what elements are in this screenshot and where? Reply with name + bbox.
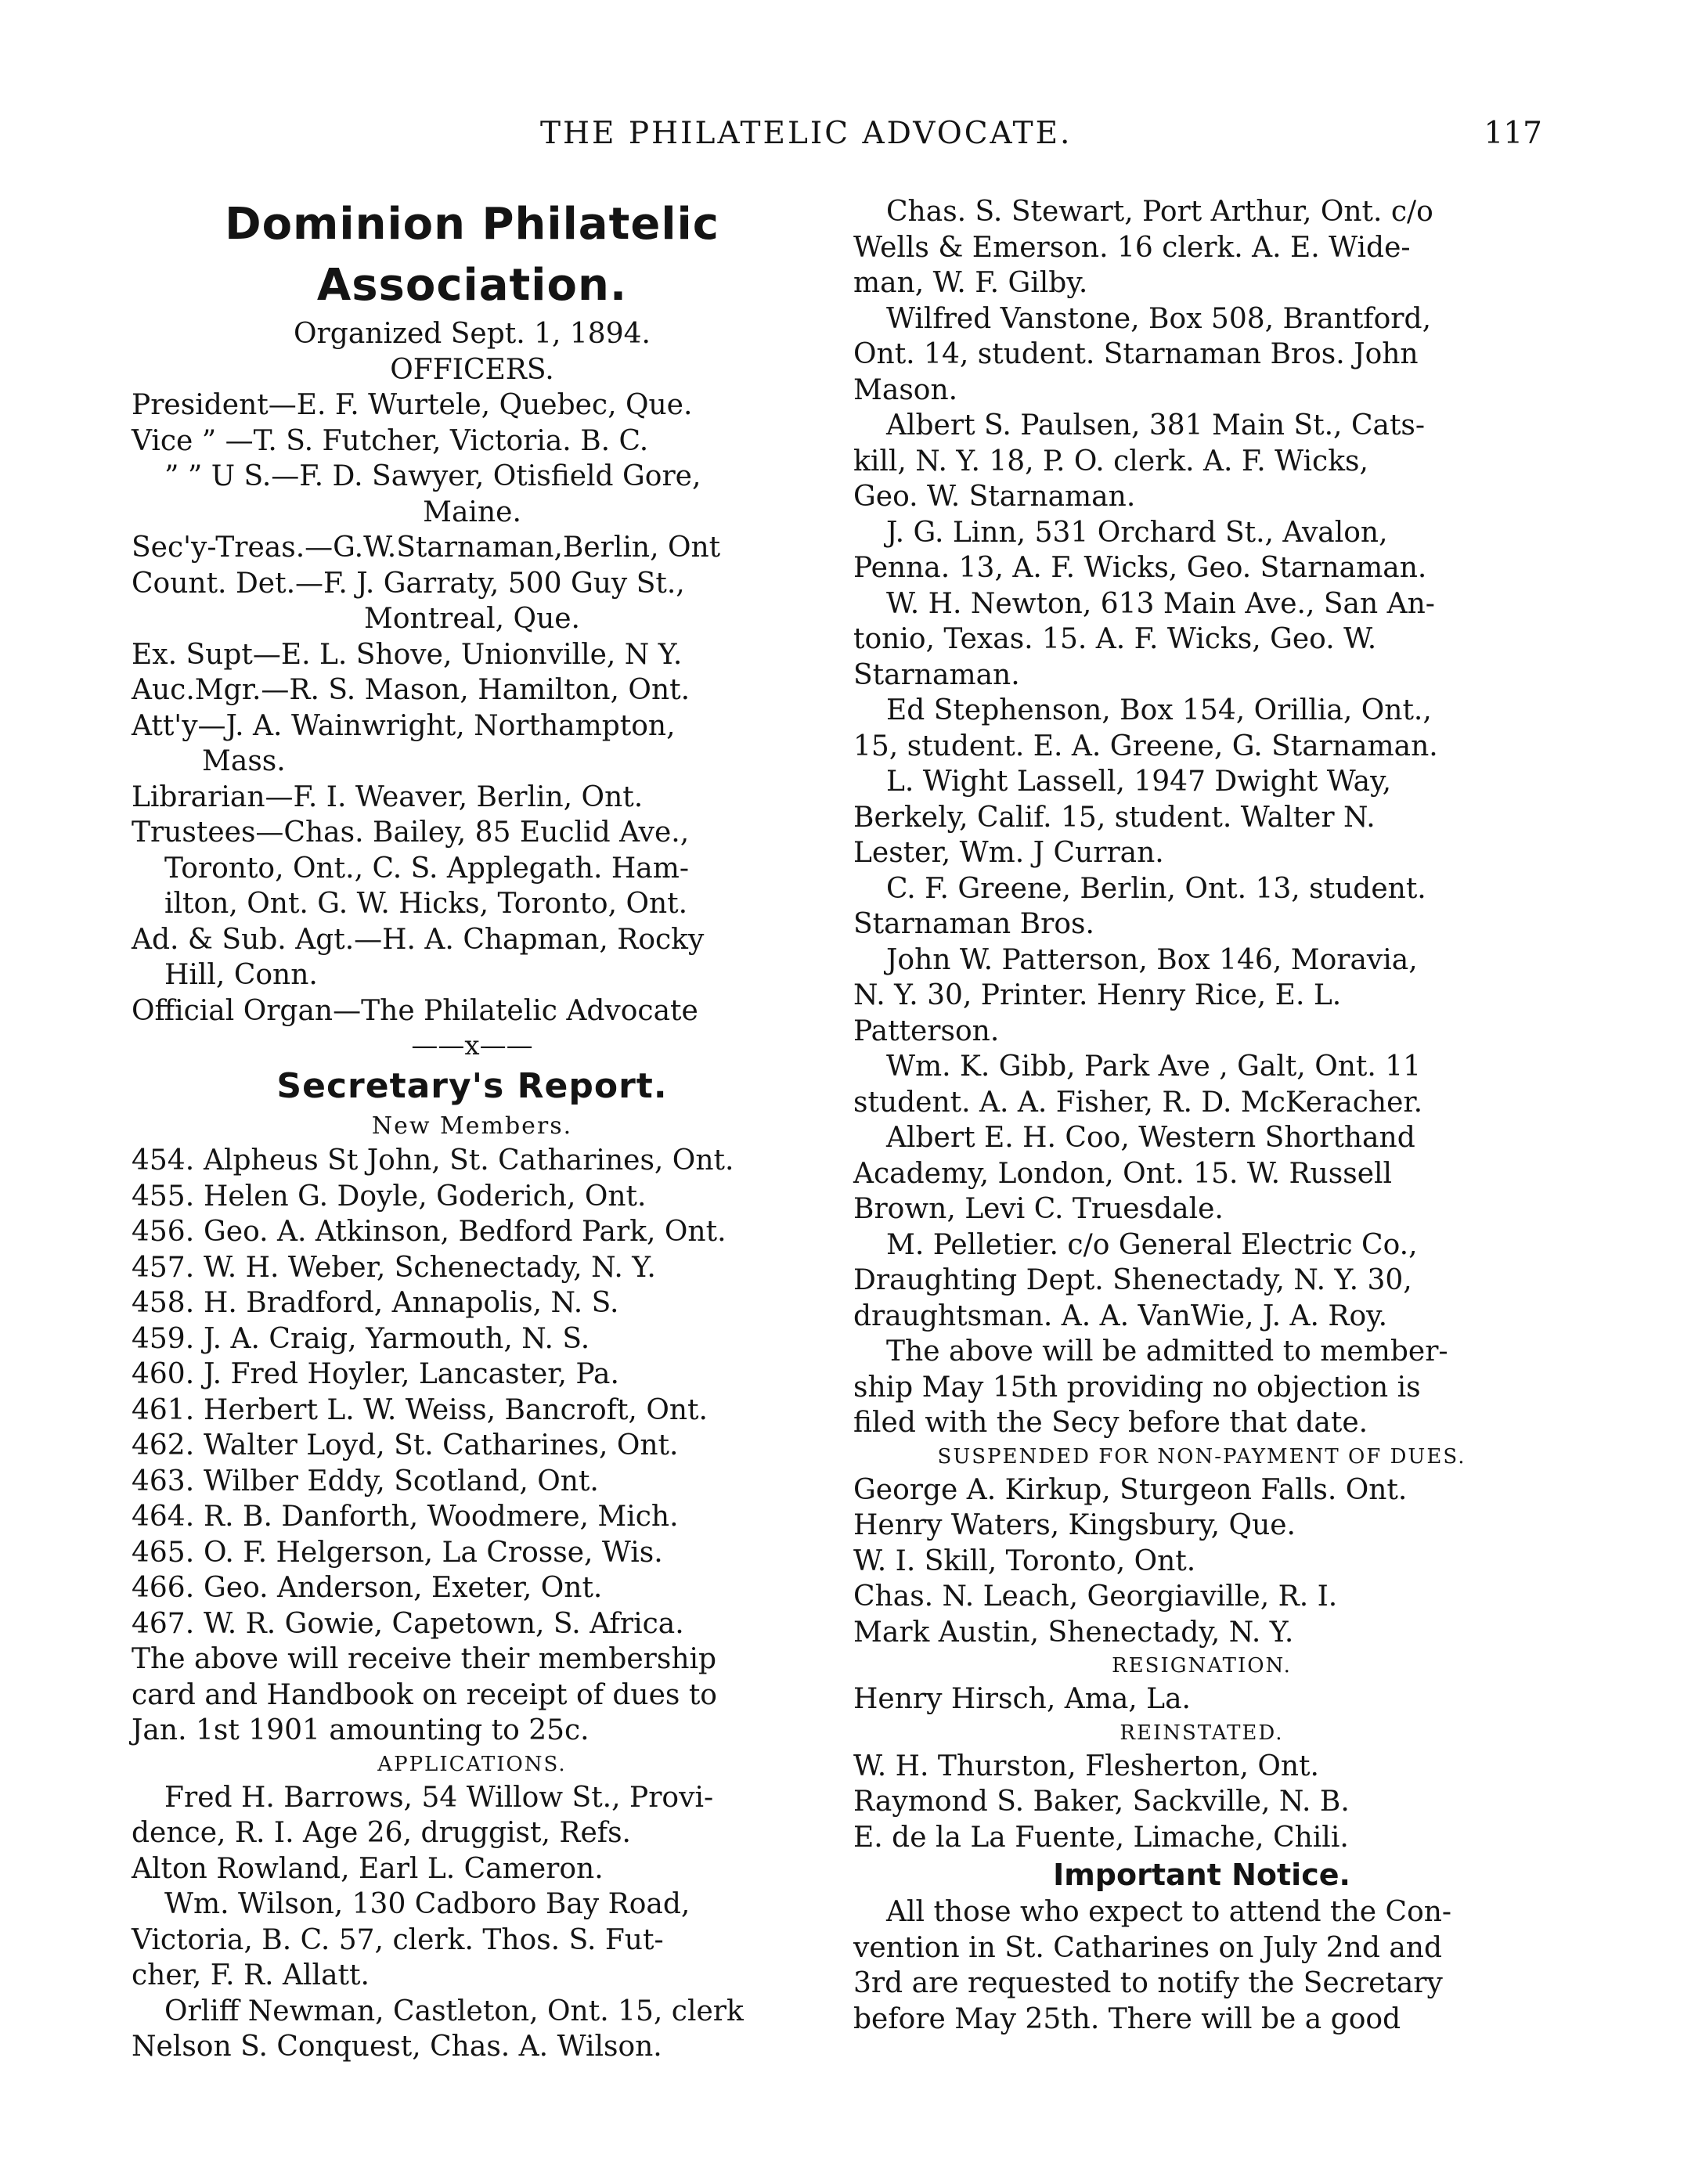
member-number: 457. (132, 1251, 195, 1284)
suspended-list (853, 1472, 1550, 1651)
paragraph-line: Academy, London, Ont. 15. W. Russell (853, 1157, 1393, 1190)
resignation-heading: RESIGNATION. (1112, 1654, 1292, 1678)
paragraph-line: ship May 15th providing no objection is (853, 1371, 1421, 1404)
list-item: Henry Hirsch, Ama, La. (853, 1683, 1191, 1715)
paragraph-line: Geo. W. Starnaman. (853, 481, 1136, 513)
member-number: 464. (132, 1501, 195, 1533)
paragraph-line: Wm. Wilson, 130 Cadboro Bay Road, (164, 1888, 690, 1920)
member-number: 466. (132, 1572, 195, 1604)
list-item: George A. Kirkup, Sturgeon Falls. Ont. (853, 1473, 1408, 1506)
member-row (132, 1179, 813, 1215)
officer-line: Ad. & Sub. Agt.—H. A. Chapman, Rocky (132, 923, 705, 956)
list-item: W. H. Thurston, Flesherton, Ont. (853, 1750, 1319, 1782)
page-number: 117 (1484, 116, 1542, 151)
association-title-line1: Dominion Philatelic (225, 199, 719, 250)
member-entry: Helen G. Doyle, Goderich, Ont. (204, 1180, 647, 1213)
paragraph-line: card and Handbook on receipt of dues to (132, 1678, 717, 1711)
paragraph-line: M. Pelletier. c/o General Electric Co., (886, 1228, 1418, 1261)
member-number: 463. (132, 1465, 195, 1497)
paragraph-line: Wilfred Vanstone, Box 508, Brantford, (886, 302, 1432, 335)
paragraph-line: student. A. A. Fisher, R. D. McKeracher. (853, 1086, 1423, 1119)
paragraph-line: All those who expect to attend the Con- (886, 1896, 1452, 1928)
association-title-line2: Association. (316, 260, 628, 311)
officer-line: Auc.Mgr.—R. S. Mason, Hamilton, Ont. (132, 674, 690, 706)
list-item: Chas. N. Leach, Georgiaville, R. I. (853, 1580, 1338, 1613)
important-notice-heading: Important Notice. (1053, 1858, 1350, 1892)
applications-continued (853, 194, 1550, 1441)
paragraph-line: Fred H. Barrows, 54 Willow St., Provi- (164, 1781, 714, 1814)
applications-list (132, 1780, 813, 2065)
reinstated-heading: REINSTATED. (1120, 1721, 1284, 1745)
member-row (132, 1606, 813, 1642)
paragraph-line: Ed Stephenson, Box 154, Orillia, Ont., (886, 694, 1432, 726)
member-entry: Herbert L. W. Weiss, Bancroft, Ont. (204, 1393, 708, 1426)
paragraph-line: filed with the Secy before that date. (853, 1407, 1368, 1439)
paragraph-line: vention in St. Catharines on July 2nd and (853, 1931, 1443, 1964)
member-row (132, 1250, 813, 1286)
officer-line: Maine. (423, 496, 521, 528)
paragraph-line: The above will be admitted to member- (886, 1335, 1448, 1368)
paragraph-line: Lester, Wm. J Curran. (853, 837, 1164, 869)
officer-line: ” ” U S.—F. D. Sawyer, Otisfield Gore, (164, 460, 701, 492)
officer-line: Trustees—Chas. Bailey, 85 Euclid Ave., (132, 816, 690, 849)
officer-line: Vice ” —T. S. Futcher, Victoria. B. C. (132, 424, 649, 457)
important-notice-body (853, 1894, 1550, 2037)
paragraph-line: Orliff Newman, Castleton, Ont. 15, clerk (164, 1995, 744, 2027)
member-row (132, 1428, 813, 1464)
member-row (132, 1321, 813, 1357)
members-note (132, 1642, 813, 1749)
list-item: Raymond S. Baker, Sackville, N. B. (853, 1786, 1350, 1818)
left-column (132, 194, 813, 2065)
paragraph-line: kill, N. Y. 18, P. O. clerk. A. F. Wicks, (853, 445, 1368, 478)
paragraph-line: 3rd are requested to notify the Secretary (853, 1967, 1443, 1999)
right-column (853, 194, 1550, 2037)
paragraph-line: before May 25th. There will be a good (853, 2002, 1401, 2035)
paragraph-line: Alton Rowland, Earl L. Cameron. (132, 1852, 604, 1885)
member-number: 454. (132, 1144, 195, 1177)
member-row (132, 1393, 813, 1429)
secretary-report-heading: Secretary's Report. (276, 1066, 668, 1106)
official-organ-line: Official Organ—The Philatelic Advocate (132, 994, 698, 1027)
member-number: 460. (132, 1358, 195, 1390)
paragraph-line: C. F. Greene, Berlin, Ont. 13, student. (886, 872, 1426, 905)
paragraph-line: Berkely, Calif. 15, student. Walter N. (853, 801, 1376, 834)
member-number: 467. (132, 1607, 195, 1640)
list-item: E. de la La Fuente, Limache, Chili. (853, 1821, 1349, 1854)
paragraph-line: Wm. K. Gibb, Park Ave , Galt, Ont. 11 (886, 1051, 1422, 1083)
officer-line: Mass. (202, 745, 286, 777)
member-row (132, 1285, 813, 1321)
member-entry: W. R. Gowie, Capetown, S. Africa. (204, 1607, 684, 1640)
officers-list (132, 387, 813, 1029)
member-row (132, 1143, 813, 1179)
officer-line: Ex. Supt—E. L. Shove, Unionville, N Y. (132, 638, 683, 671)
list-item: Henry Waters, Kingsbury, Que. (853, 1509, 1296, 1541)
officer-line: Sec'y-Treas.—G.W.Starnaman,Berlin, Ont (132, 532, 721, 564)
paragraph-line: 15, student. E. A. Greene, G. Starnaman. (853, 730, 1438, 762)
officer-line: Librarian—F. I. Weaver, Berlin, Ont. (132, 780, 644, 813)
organized-date: Organized Sept. 1, 1894. (294, 318, 651, 350)
paragraph-line: N. Y. 30, Printer. Henry Rice, E. L. (853, 979, 1342, 1011)
paragraph-line: W. H. Newton, 613 Main Ave., San An- (886, 587, 1435, 620)
member-entry: J. A. Craig, Yarmouth, N. S. (204, 1322, 590, 1355)
new-members-heading: New Members. (371, 1112, 573, 1140)
paragraph-line: Mason. (853, 373, 958, 406)
paragraph-line: Victoria, B. C. 57, clerk. Thos. S. Fut- (132, 1923, 664, 1956)
member-entry: O. F. Helgerson, La Crosse, Wis. (204, 1536, 663, 1569)
member-number: 456. (132, 1216, 195, 1248)
paragraph-line: Albert S. Paulsen, 381 Main St., Cats- (886, 409, 1426, 441)
paragraph-line: man, W. F. Gilby. (853, 267, 1088, 299)
new-members-list (132, 1143, 813, 1642)
member-number: 465. (132, 1536, 195, 1569)
member-entry: W. H. Weber, Schenectady, N. Y. (204, 1251, 656, 1284)
paragraph-line: Chas. S. Stewart, Port Arthur, Ont. c/o (886, 196, 1433, 228)
member-number: 459. (132, 1322, 195, 1355)
list-item: Mark Austin, Shenectady, N. Y. (853, 1616, 1294, 1649)
paragraph-line: Penna. 13, A. F. Wicks, Geo. Starnaman. (853, 552, 1427, 584)
paragraph-line: Ont. 14, student. Starnaman Bros. John (853, 338, 1419, 370)
paragraph-line: draughtsman. A. A. VanWie, J. A. Roy. (853, 1299, 1388, 1332)
member-number: 462. (132, 1429, 195, 1461)
officer-line: Hill, Conn. (164, 959, 318, 991)
paragraph-line: cher, F. R. Allatt. (132, 1959, 370, 1991)
paragraph-line: Wells & Emerson. 16 clerk. A. E. Wide- (853, 231, 1411, 264)
paragraph-line: tonio, Texas. 15. A. F. Wicks, Geo. W. (853, 623, 1377, 655)
member-row (132, 1357, 813, 1393)
member-entry: Walter Loyd, St. Catharines, Ont. (204, 1429, 679, 1461)
member-number: 461. (132, 1393, 195, 1426)
member-row (132, 1570, 813, 1606)
officer-line: ilton, Ont. G. W. Hicks, Toronto, Ont. (164, 888, 688, 920)
member-row (132, 1214, 813, 1250)
member-entry: Alpheus St John, St. Catharines, Ont. (204, 1144, 734, 1177)
officer-line: President—E. F. Wurtele, Quebec, Que. (132, 389, 693, 421)
paragraph-line: Starnaman Bros. (853, 908, 1094, 940)
member-entry: Geo. A. Atkinson, Bedford Park, Ont. (204, 1216, 727, 1248)
applications-heading: APPLICATIONS. (377, 1752, 567, 1776)
paragraph-line: Nelson S. Conquest, Chas. A. Wilson. (132, 2031, 662, 2063)
paragraph-line: J. G. Linn, 531 Orchard St., Avalon, (886, 516, 1388, 549)
officer-line: Toronto, Ont., C. S. Applegath. Ham- (164, 852, 690, 885)
member-number: 455. (132, 1180, 195, 1213)
paragraph-line: dence, R. I. Age 26, druggist, Refs. (132, 1817, 631, 1849)
paragraph-line: Patterson. (853, 1015, 1000, 1047)
member-entry: Wilber Eddy, Scotland, Ont. (204, 1465, 599, 1497)
officer-line: Att'y—J. A. Wainwright, Northampton, (132, 709, 676, 742)
reinstated-list (853, 1749, 1550, 1856)
paragraph-line: John W. Patterson, Box 146, Moravia, (886, 943, 1418, 976)
member-entry: R. B. Danforth, Woodmere, Mich. (204, 1501, 679, 1533)
member-entry: Geo. Anderson, Exeter, Ont. (204, 1572, 603, 1604)
member-number: 458. (132, 1287, 195, 1319)
suspended-heading: SUSPENDED FOR NON-PAYMENT OF DUES. (937, 1444, 1466, 1469)
page-header (133, 116, 1542, 163)
officers-heading: OFFICERS. (390, 353, 554, 386)
paragraph-line: Jan. 1st 1901 amounting to 25c. (132, 1714, 590, 1746)
officer-line: Montreal, Que. (363, 603, 580, 635)
paragraph-line: Draughting Dept. Shenectady, N. Y. 30, (853, 1264, 1412, 1296)
member-entry: H. Bradford, Annapolis, N. S. (204, 1287, 619, 1319)
member-row (132, 1535, 813, 1571)
list-item: W. I. Skill, Toronto, Ont. (853, 1544, 1196, 1577)
paragraph-line: Brown, Levi C. Truesdale. (853, 1193, 1224, 1225)
separator: ——x—— (411, 1030, 533, 1061)
paragraph-line: Albert E. H. Coo, Western Shorthand (886, 1122, 1415, 1154)
running-title: THE PHILATELIC ADVOCATE. (540, 116, 1073, 151)
officer-line: Count. Det.—F. J. Garraty, 500 Guy St., (132, 567, 685, 600)
member-entry: J. Fred Hoyler, Lancaster, Pa. (204, 1358, 619, 1390)
member-row (132, 1499, 813, 1535)
paragraph-line: Starnaman. (853, 658, 1020, 691)
paragraph-line: L. Wight Lassell, 1947 Dwight Way, (886, 766, 1392, 798)
paragraph-line: The above will receive their membership (132, 1643, 717, 1675)
member-row (132, 1464, 813, 1500)
